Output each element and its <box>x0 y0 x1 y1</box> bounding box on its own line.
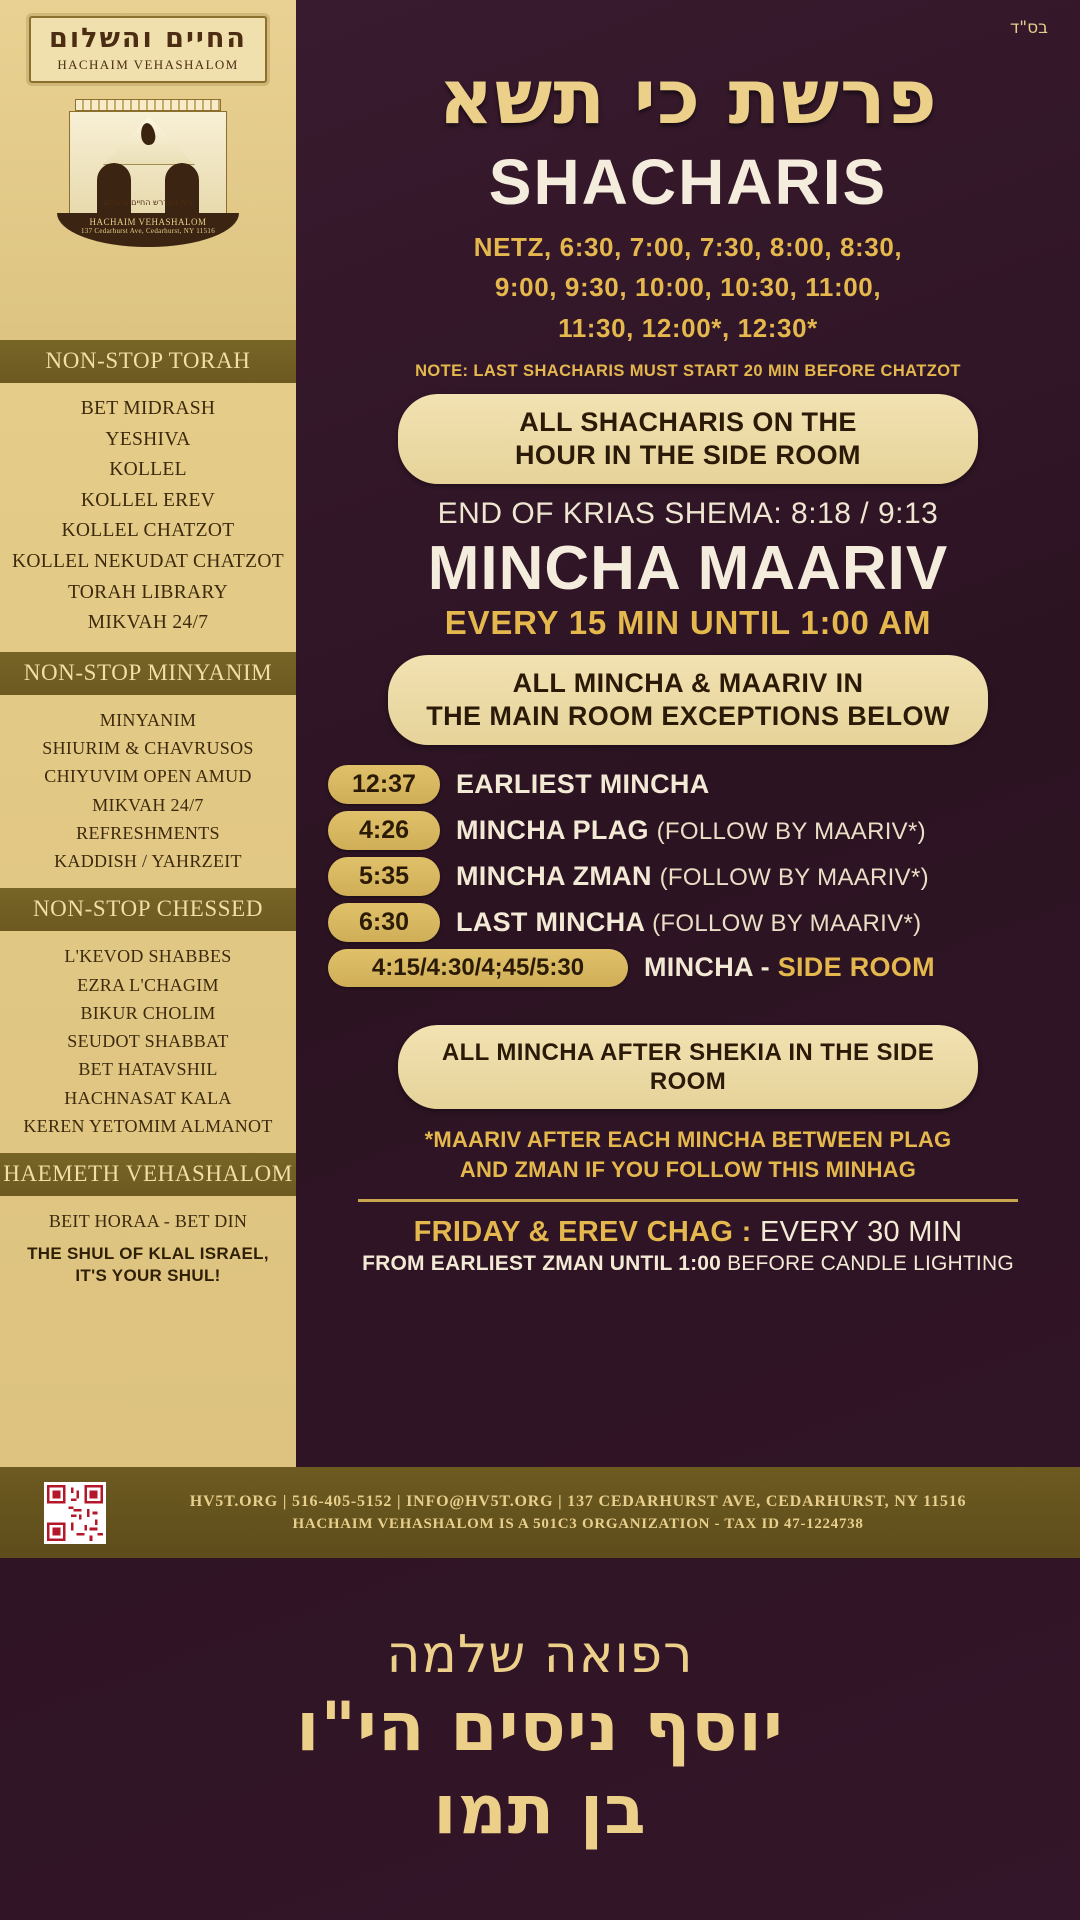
list-item: KOLLEL CHATZOT <box>61 520 235 542</box>
list-item: L'KEVOD SHABBES <box>64 946 232 967</box>
list-item: BET HATAVSHIL <box>78 1059 218 1080</box>
row-label <box>456 907 921 938</box>
friday-label: FRIDAY & EREV CHAG : <box>413 1215 752 1248</box>
time-badge: 12:37 <box>328 765 440 804</box>
shacharis-note: NOTE: LAST SHACHARIS MUST START 20 MIN BEFORE CHATZOT <box>415 361 961 380</box>
logo-hebrew-name: החיים והשלום <box>49 23 247 54</box>
footer-bar <box>0 1467 1080 1558</box>
time-badge: 4:26 <box>328 811 440 850</box>
section-heading-chessed: NON-STOP CHESSED <box>0 888 296 931</box>
time-badge: 6:30 <box>328 903 440 942</box>
mincha-maariv-title: MINCHA MAARIV <box>427 533 949 603</box>
row-label-text: EARLIEST MINCHA <box>456 768 710 799</box>
logo-plaque <box>29 16 267 83</box>
row-label-suffix: (FOLLOW BY MAARIV*) <box>652 909 922 937</box>
table-row-side-room <box>328 949 1054 987</box>
shacharis-times <box>322 227 1054 348</box>
shacharis-times-line2: 9:00, 9:30, 10:00, 10:30, 11:00, <box>494 272 882 303</box>
shacharis-banner-line1: ALL SHACHARIS ON THE <box>519 406 857 437</box>
bsd-text: בס"ד <box>1010 18 1048 38</box>
list-item: YESHIVA <box>105 428 191 450</box>
maariv-note-line1: *MAARIV AFTER EACH MINCHA BETWEEN PLAG <box>424 1127 952 1153</box>
table-row <box>328 765 1054 804</box>
list-item: SHIURIM & CHAVRUSOS <box>42 738 254 759</box>
shul-slogan-line1: THE SHUL OF KLAL ISRAEL, <box>27 1244 269 1264</box>
friday-schedule-sub <box>322 1252 1054 1276</box>
shacharis-times-line1: NETZ, 6:30, 7:00, 7:30, 8:00, 8:30, <box>473 232 903 262</box>
list-item: KOLLEL <box>109 459 187 481</box>
synagogue-building-icon <box>53 93 243 268</box>
row-label-text: MINCHA PLAG <box>456 814 649 845</box>
table-row <box>328 903 1054 942</box>
row-label <box>456 815 926 846</box>
list-item: BEIT HORAA - BET DIN <box>48 1211 248 1232</box>
section-heading-torah: NON-STOP TORAH <box>0 340 296 383</box>
time-badge: 5:35 <box>328 857 440 896</box>
building-caption-line2: 137 Cedarhurst Ave, Cedarhurst, NY 11516 <box>80 226 216 235</box>
footer-contact-line[interactable]: HV5T.ORG | 516-405-5152 | INFO@HV5T.ORG | 137 CEDARHURST AVE, CEDARHURST, NY 11516 <box>189 1492 967 1510</box>
mincha-frequency: EVERY 15 MIN UNTIL 1:00 AM <box>444 603 932 641</box>
shacharis-times-line3: 11:30, 12:00*, 12:30* <box>558 312 818 343</box>
list-item: MIKVAH 24/7 <box>87 612 209 634</box>
section-heading-minyanim: NON-STOP MINYANIM <box>0 652 296 695</box>
mincha-banner-line2: THE MAIN ROOM EXCEPTIONS BELOW <box>426 700 950 731</box>
friday-schedule <box>322 1216 1054 1249</box>
mincha-main-room-banner <box>388 655 988 745</box>
row-label-text: MINCHA ZMAN <box>456 860 652 891</box>
divider <box>358 1199 1018 1202</box>
refuah-name-line2: בן תמו <box>433 1771 647 1850</box>
page-title-parsha: פרשת כי תשא <box>438 52 938 141</box>
friday-value: EVERY 30 MIN <box>751 1215 963 1248</box>
list-item: MINYANIM <box>99 709 197 730</box>
list-item: REFRESHMENTS <box>76 822 220 843</box>
table-row <box>328 857 1054 896</box>
row-label-highlight: SIDE ROOM <box>777 952 935 983</box>
row-label-text: LAST MINCHA <box>456 906 645 937</box>
list-item: MIKVAH 24/7 <box>92 794 204 815</box>
list-item: HACHNASAT KALA <box>64 1087 232 1108</box>
section-list-haemeth <box>0 1196 296 1299</box>
list-item: KADDISH / YAHRZEIT <box>54 851 242 872</box>
logo-block <box>0 0 296 340</box>
friday-sub-label: FROM EARLIEST ZMAN UNTIL 1:00 <box>362 1251 722 1275</box>
krias-shema-time: END OF KRIAS SHEMA: 8:18 / 9:13 <box>437 496 939 530</box>
main-content <box>296 0 1080 1467</box>
list-item: KOLLEL NEKUDAT CHATZOT <box>12 551 284 573</box>
list-item: KOLLEL EREV <box>80 489 216 511</box>
shul-slogan-line2: IT'S YOUR SHUL! <box>75 1265 221 1285</box>
maariv-minhag-note <box>322 1125 1054 1184</box>
footer-legal-line: HACHAIM VEHASHALOM IS A 501C3 ORGANIZATION - TAX ID 47-1224738 <box>292 1515 864 1532</box>
mincha-exception-list <box>322 765 1054 987</box>
list-item: SEUDOT SHABBAT <box>67 1031 229 1052</box>
list-item: KEREN YETOMIM ALMANOT <box>23 1115 273 1136</box>
list-item: BIKUR CHOLIM <box>80 1002 216 1023</box>
time-badge-side-room: 4:15/4:30/4;45/5:30 <box>328 949 628 987</box>
friday-sub-value: BEFORE CANDLE LIGHTING <box>721 1251 1014 1275</box>
refuah-heading: רפואה שלמה <box>386 1625 694 1686</box>
list-item: CHIYUVIM OPEN AMUD <box>44 766 252 787</box>
section-list-chessed <box>0 931 296 1153</box>
shacharis-title: SHACHARIS <box>488 146 888 218</box>
footer-contact <box>106 1493 1080 1533</box>
row-label-suffix: (FOLLOW BY MAARIV*) <box>659 863 929 891</box>
table-row <box>328 811 1054 850</box>
shacharis-banner-line2: HOUR IN THE SIDE ROOM <box>515 439 861 470</box>
section-list-torah <box>0 383 296 652</box>
list-item: BET MIDRASH <box>80 398 216 419</box>
row-label <box>644 952 935 983</box>
row-label <box>456 861 929 892</box>
list-item: TORAH LIBRARY <box>67 581 229 603</box>
refuah-shlema-block <box>0 1558 1080 1920</box>
shacharis-side-room-banner <box>398 394 978 484</box>
logo-english-name: HACHAIM VEHASHALOM <box>57 56 239 72</box>
qr-code-icon[interactable] <box>44 1482 106 1544</box>
list-item: EZRA L'CHAGIM <box>77 974 219 995</box>
building-hebrew-caption: בית המדרש החיים והשלום <box>103 197 193 207</box>
sidebar <box>0 0 296 1558</box>
section-list-minyanim <box>0 695 296 889</box>
row-label-suffix: (FOLLOW BY MAARIV*) <box>656 817 926 845</box>
after-shekia-banner: ALL MINCHA AFTER SHEKIA IN THE SIDE ROOM <box>398 1025 978 1110</box>
row-label-text: MINCHA - <box>644 952 778 983</box>
refuah-name-line1: יוסף ניסים הי"ו <box>296 1688 784 1768</box>
building-caption-line1: HACHAIM VEHASHALOM <box>89 216 207 227</box>
section-heading-haemeth: HAEMETH VEHASHALOM <box>0 1153 296 1196</box>
mincha-banner-line1: ALL MINCHA & MAARIV IN <box>512 667 864 698</box>
maariv-note-line2: AND ZMAN IF YOU FOLLOW THIS MINHAG <box>459 1156 917 1182</box>
row-label <box>456 769 710 800</box>
